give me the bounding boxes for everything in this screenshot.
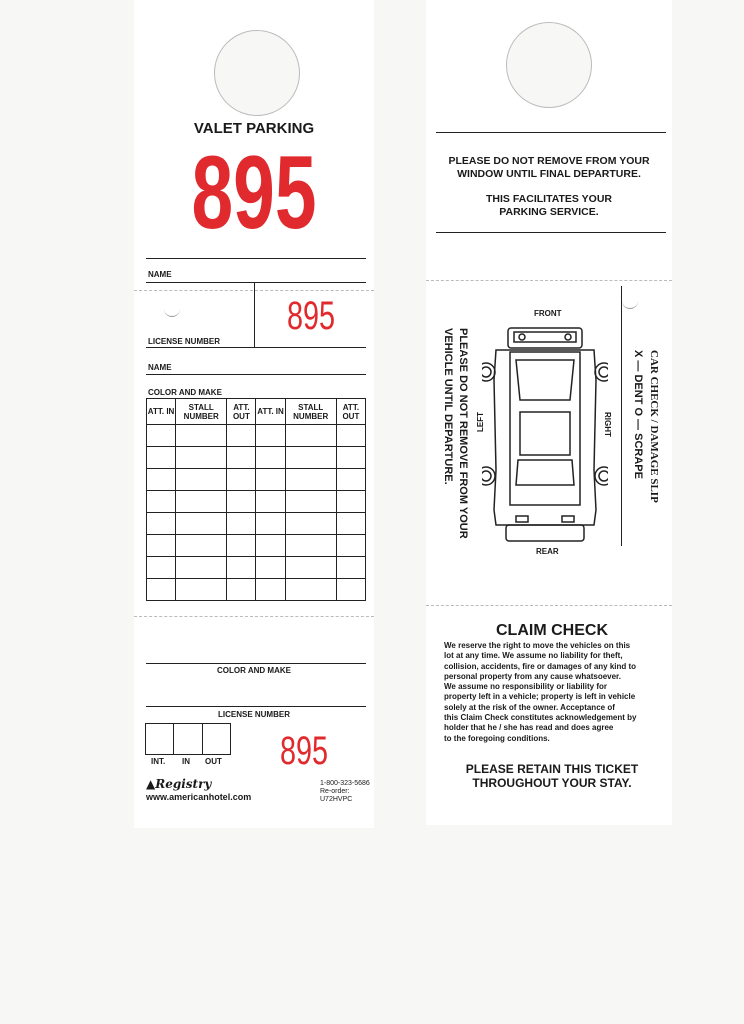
perforation xyxy=(134,616,374,617)
reorder-code: U72HVPC xyxy=(320,796,353,803)
header-stall-number: STALL NUMBER xyxy=(285,399,336,425)
stub-number: 895 xyxy=(286,294,336,338)
perforation xyxy=(426,280,672,281)
website: www.americanhotel.com xyxy=(146,792,252,802)
damage-slip-heading xyxy=(630,350,662,503)
header-att-in: ATT. IN xyxy=(147,399,176,425)
retain-notice: PLEASE RETAIN THIS TICKET THROUGHOUT YOUR STAY. xyxy=(465,762,639,790)
reorder-label: Re-order: xyxy=(320,788,350,795)
color-make-label: COLOR AND MAKE xyxy=(148,388,222,397)
bottom-color-make-label: COLOR AND MAKE xyxy=(217,666,291,675)
bottom-number: 895 xyxy=(279,729,329,773)
valet-ticket-right xyxy=(426,0,672,825)
box-in[interactable] xyxy=(174,724,202,754)
attendant-boxes xyxy=(145,723,231,755)
table-row[interactable] xyxy=(147,447,366,469)
stub-hole xyxy=(622,298,638,309)
vertical-notice: PLEASE DO NOT REMOVE FROM YOUR VEHICLE UNTIL DEPARTURE. xyxy=(442,328,469,539)
name-label-2: NAME xyxy=(148,363,172,372)
box-out[interactable] xyxy=(203,724,230,754)
hanger-hole xyxy=(214,30,300,116)
box-label-out: OUT xyxy=(205,757,222,766)
claim-terms: We reserve the right to move the vehicles on this lot at any time. We assume no liability for theft, collision, accidents, fire or damages of any kind to personal property from any cause whatsoever. We assume no responsibility or liability for property left in a vehicle; property is left in vehicle solely at the risk of the owner. Acceptance of this Claim Check constitutes acknowledgement by holder that he / she has read and does agree to the foregoing conditions. xyxy=(444,641,637,743)
box-label-int: INT. xyxy=(151,757,166,766)
brand-logo: ▲Registry xyxy=(146,777,212,791)
name-label: NAME xyxy=(148,270,172,279)
car-diagram xyxy=(482,320,608,546)
box-int[interactable] xyxy=(146,724,174,754)
table-row[interactable] xyxy=(147,491,366,513)
phone: 1-800-323-5686 xyxy=(320,780,370,787)
reorder-info xyxy=(320,780,370,804)
damage-legend: X — DENT O — SCRAPE xyxy=(632,350,644,479)
front-label: FRONT xyxy=(534,309,562,318)
stub-hole xyxy=(164,306,180,317)
window-notice: PLEASE DO NOT REMOVE FROM YOUR WINDOW UNTIL FINAL DEPARTURE. THIS FACILITATES YOUR PARKING SERVICE. xyxy=(448,155,650,218)
table-row[interactable] xyxy=(147,579,366,601)
header-stall-number: STALL NUMBER xyxy=(176,399,227,425)
table-row[interactable] xyxy=(147,513,366,535)
claim-check-title: CLAIM CHECK xyxy=(496,622,608,639)
table-row[interactable] xyxy=(147,535,366,557)
table-row[interactable] xyxy=(147,425,366,447)
rear-label: REAR xyxy=(536,547,559,556)
car-check-title: CAR CHECK / DAMAGE SLIP xyxy=(648,350,660,503)
header-att-in: ATT. IN xyxy=(256,399,285,425)
valet-ticket-left xyxy=(134,0,374,828)
ticket-title: VALET PARKING xyxy=(193,120,315,137)
table-row[interactable] xyxy=(147,469,366,491)
header-att-out: ATT. OUT xyxy=(336,399,365,425)
perforation xyxy=(426,605,672,606)
bottom-license-label: LICENSE NUMBER xyxy=(217,710,290,719)
ticket-number: 895 xyxy=(191,135,317,251)
table-row[interactable] xyxy=(147,557,366,579)
stall-table xyxy=(146,398,366,601)
header-att-out: ATT. OUT xyxy=(227,399,256,425)
hanger-hole xyxy=(506,22,592,108)
box-label-in: IN xyxy=(182,757,190,766)
right-label: RIGHT xyxy=(603,412,612,437)
left-label: LEFT xyxy=(476,412,485,432)
license-label: LICENSE NUMBER xyxy=(148,337,221,346)
